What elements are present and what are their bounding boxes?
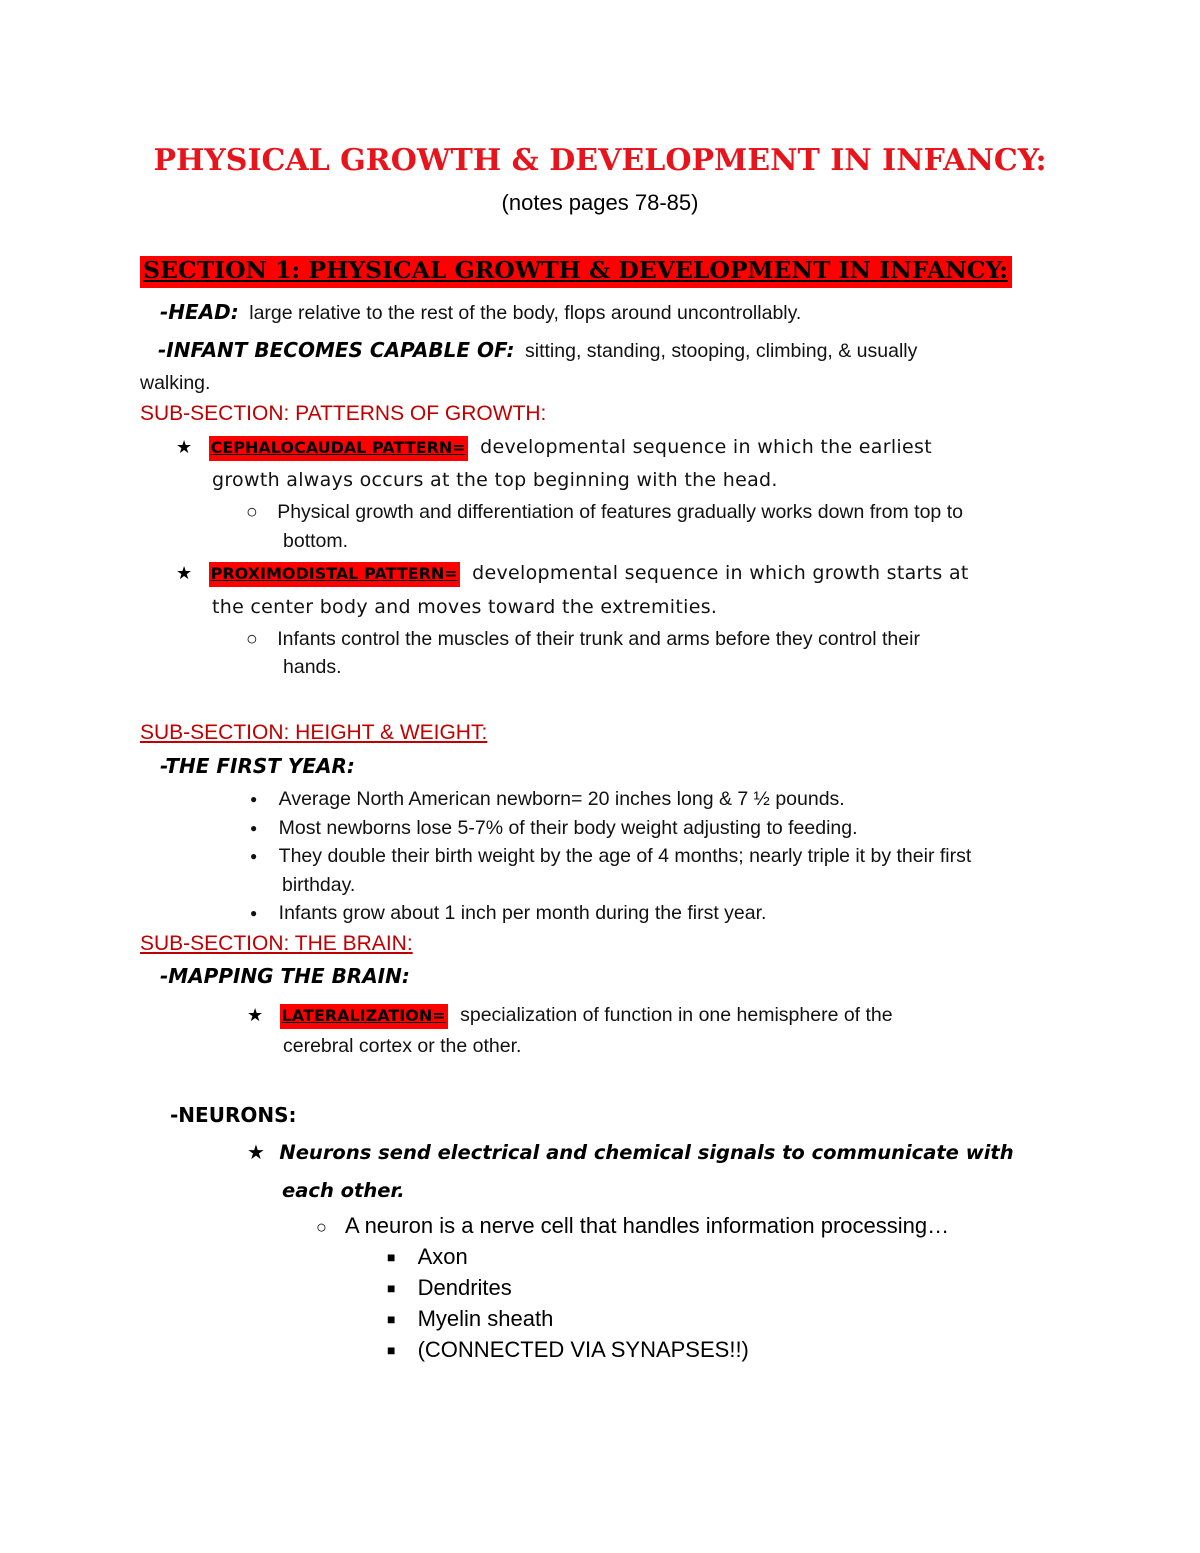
dot-icon: ● [250, 906, 258, 920]
square-icon: ■ [387, 1311, 396, 1327]
square-icon: ■ [387, 1280, 396, 1296]
brain-heading: SUB-SECTION: THE BRAIN: [140, 932, 413, 955]
dot-icon: ● [250, 849, 258, 863]
ceph-sub-text: Physical growth and differentiation of features gradually works down from top to [277, 501, 963, 523]
neuron-sub-line [316, 1215, 949, 1237]
capable-text: sitting, standing, stooping, climbing, & usually [525, 340, 918, 362]
prox-line [176, 562, 969, 587]
capable-line [158, 340, 917, 362]
star-icon: ★ [247, 1005, 264, 1025]
first-year-label: -THE FIRST YEAR: [160, 754, 355, 778]
list-item-text: Average North American newborn= 20 inches long & 7 ½ pounds. [278, 788, 845, 810]
list-item [387, 1246, 468, 1268]
list-item-text: Infants grow about 1 inch per month during the first year. [278, 902, 767, 924]
head-label: -HEAD: [160, 300, 239, 324]
lat-text-cont: cerebral cortex or the other. [283, 1035, 522, 1057]
neurons-text: Neurons send electrical and chemical signals to communicate with [279, 1141, 1014, 1164]
circle-icon: ○ [246, 628, 258, 650]
list-item-text: (CONNECTED VIA SYNAPSES!!) [417, 1337, 749, 1362]
prox-sub-text: Infants control the muscles of their trunk and arms before they control their [277, 628, 920, 650]
ceph-text-cont: growth always occurs at the top beginning with the head. [212, 469, 778, 491]
square-icon: ■ [387, 1342, 396, 1358]
list-item [387, 1308, 553, 1330]
dot-icon: ● [250, 821, 258, 835]
ceph-sub-line [246, 503, 963, 523]
prox-label: PROXIMODISTAL PATTERN= [209, 562, 460, 587]
dot-icon: ● [250, 792, 258, 806]
head-text: large relative to the rest of the body, flops around uncontrollably. [249, 302, 802, 324]
list-item [250, 904, 766, 924]
section-1-heading: SECTION 1: PHYSICAL GROWTH & DEVELOPMENT IN INFANCY: [140, 256, 1012, 288]
capable-label: -INFANT BECOMES CAPABLE OF: [158, 338, 515, 362]
star-icon: ★ [176, 563, 193, 583]
list-item [250, 819, 858, 839]
list-item-text: Myelin sheath [417, 1306, 554, 1331]
lat-text: specialization of function in one hemisphere of the [460, 1004, 893, 1026]
neuron-sub-text: A neuron is a nerve cell that handles information processing… [345, 1213, 950, 1238]
height-weight-heading: SUB-SECTION: HEIGHT & WEIGHT: [140, 721, 488, 744]
list-item [250, 790, 845, 810]
page-subtitle: (notes pages 78-85) [501, 190, 699, 215]
ceph-text: developmental sequence in which the earliest [480, 436, 932, 458]
ceph-line [176, 436, 932, 461]
prox-sub-cont: hands. [283, 656, 342, 678]
ceph-sub-cont: bottom. [283, 530, 349, 552]
list-item-text: They double their birth weight by the age of 4 months; nearly triple it by their first [278, 845, 972, 867]
neurons-label: -NEURONS: [170, 1103, 297, 1127]
circle-icon: ○ [316, 1217, 327, 1237]
lat-line [247, 1004, 893, 1029]
circle-icon: ○ [246, 501, 258, 523]
neurons-line [247, 1143, 1014, 1163]
patterns-heading: SUB-SECTION: PATTERNS OF GROWTH: [140, 402, 547, 425]
list-item [387, 1277, 512, 1299]
prox-sub-line [246, 630, 920, 650]
square-icon: ■ [387, 1249, 396, 1265]
list-item-text: Dendrites [417, 1275, 512, 1300]
list-item-text: Most newborns lose 5-7% of their body weight adjusting to feeding. [278, 817, 858, 839]
star-icon: ★ [247, 1142, 265, 1164]
mapping-label: -MAPPING THE BRAIN: [160, 964, 410, 988]
ceph-label: CEPHALOCAUDAL PATTERN= [209, 436, 468, 461]
capable-text-cont: walking. [140, 372, 211, 394]
list-item-cont: birthday. [282, 874, 356, 896]
lat-label: LATERALIZATION= [280, 1004, 448, 1029]
prox-text-cont: the center body and moves toward the extremities. [212, 596, 718, 618]
head-line [160, 302, 801, 324]
neurons-text-cont: each other. [282, 1179, 405, 1202]
page-title: PHYSICAL GROWTH & DEVELOPMENT IN INFANCY: [153, 143, 1047, 178]
list-item-text: Axon [417, 1244, 468, 1269]
star-icon: ★ [176, 437, 193, 457]
list-item [387, 1339, 749, 1361]
prox-text: developmental sequence in which growth starts at [472, 562, 969, 584]
list-item [250, 847, 971, 867]
